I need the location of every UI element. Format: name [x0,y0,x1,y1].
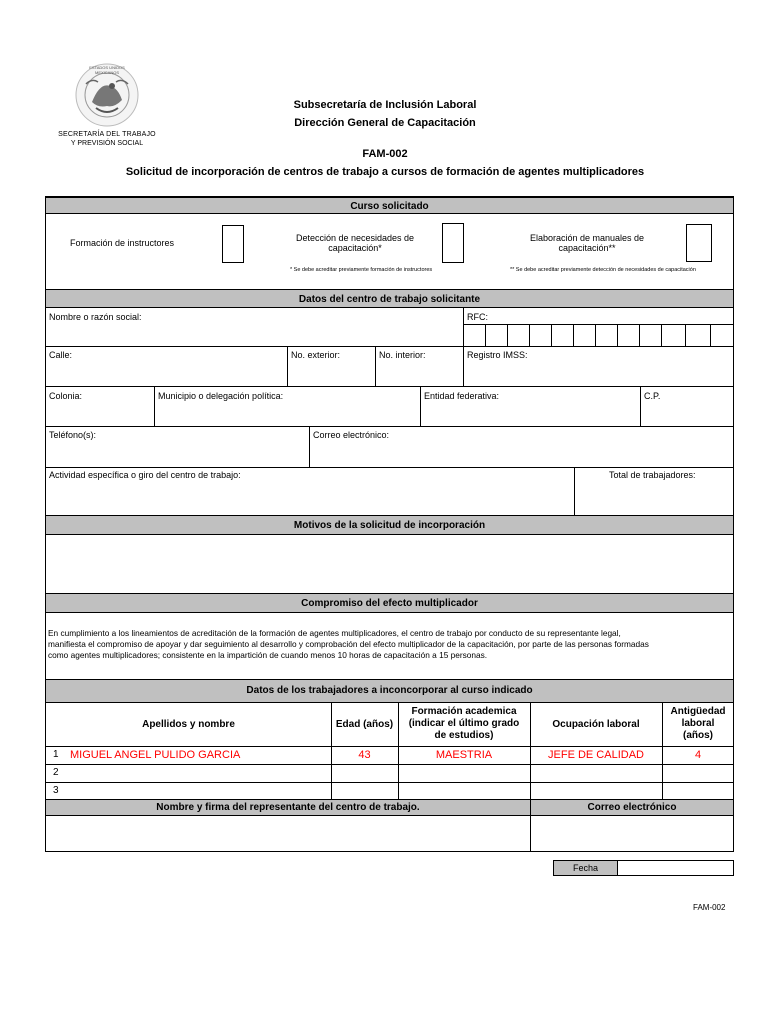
divider [573,324,574,346]
firma-correo-field[interactable] [531,816,733,852]
calle-label: Calle: [49,350,73,360]
entidad-federativa-label: Entidad federativa: [424,391,500,401]
colonia-label: Colonia: [49,391,83,401]
divider [45,386,734,387]
firma-field[interactable] [46,816,530,852]
motivos-field[interactable] [46,535,733,592]
divider [287,346,288,386]
section-datos-centro: Datos del centro de trabajo solicitante [45,289,734,308]
col-header-formacion [398,706,530,742]
agency-name-line2: Y PREVISIÓN SOCIAL [70,140,144,147]
divider [595,324,596,346]
section-motivos: Motivos de la solicitud de incorporación [45,515,734,535]
firma-correo-label: Correo electrónico [587,802,677,813]
divider [463,346,464,386]
nombre-razon-social-label: Nombre o razón social: [49,312,142,322]
divider [529,324,530,346]
checkbox-deteccion-necesidades[interactable] [442,223,464,263]
divider [309,426,310,467]
compromiso-line3: como agentes multiplicadores; consistente en la impartición de cuando menos 10 horas de capacitación a 15 personas. [48,650,488,660]
col-header-formacion-3: de estudios) [434,730,494,741]
form-code-title: FAM-002 [362,148,408,160]
telefono-label: Teléfono(s): [49,430,97,440]
divider [154,386,155,426]
checkbox-formacion-instructores[interactable] [222,225,244,263]
worker-education: MAESTRIA [435,749,493,761]
agency-logo [52,62,162,152]
divider [485,324,486,346]
compromiso-text [48,628,732,661]
col-header-antiguedad [662,706,734,742]
worker-age: 43 [358,749,371,761]
municipio-label: Municipio o delegación política: [158,391,284,401]
row-number: 1 [53,749,59,760]
compromiso-line1: En cumplimiento a los lineamientos de acreditación de la formación de agentes multiplicadores, el centro de trabajo por conducto de su representante legal, [48,628,621,638]
section-curso-solicitado: Curso solicitado [45,197,734,214]
registro-imss-label: Registro IMSS: [467,350,528,360]
col-header-formacion-2: (indicar el último grado [408,718,520,729]
section-trabajadores: Datos de los trabajadores a inconcorporar al curso indicado [45,679,734,703]
subsecretaria-title: Subsecretaría de Inclusión Laboral [293,99,477,111]
seal-text: ESTADOS UNIDOS MEXICANOS [89,65,125,75]
row-number: 3 [53,785,59,796]
compromiso-line2: manifiesta el compromiso de apoyar y dar seguimiento al desarrollo y comprobación del efecto multiplicador de la capacitación, por parte de las personas formadas [48,639,649,649]
divider [640,386,641,426]
section-compromiso: Compromiso del efecto multiplicador [45,593,734,613]
col-header-formacion-1: Formación academica [411,706,517,717]
actividad-label: Actividad específica o giro del centro de trabajo: [49,470,241,480]
fecha-field[interactable] [617,860,734,876]
representante-label: Nombre y firma del representante del centro de trabajo. [156,802,420,813]
correo-electronico-label: Correo electrónico: [313,430,390,440]
table-row[interactable] [46,783,733,799]
col-header-antiguedad-2: laboral [681,718,715,729]
col-header-ocupacion: Ocupación laboral [552,719,640,730]
col-header-antiguedad-1: Antigüedad [670,706,726,717]
divider [375,346,376,386]
col-header-edad: Edad (años) [335,719,394,730]
row-number: 2 [53,767,59,778]
divider [45,467,734,468]
divider [639,324,640,346]
divider [574,467,575,515]
no-exterior-label: No. exterior: [291,350,341,360]
divider [507,324,508,346]
option-elaboracion-manuales-label: Elaboración de manuales de capacitación** [529,233,645,253]
col-header-nombre: Apellidos y nombre [142,719,235,730]
worker-occupation: JEFE DE CALIDAD [548,749,644,761]
footer-form-code: FAM-002 [693,903,726,912]
note-formacion-instructores: * Se debe acreditar previamente formación de instructores [290,267,433,273]
table-row[interactable] [46,747,733,764]
note-deteccion-necesidades: ** Se debe acreditar previamente detección de necesidades de capacitación [510,267,696,273]
option-deteccion-necesidades-label: Detección de necesidades de capacitación* [295,233,415,253]
table-row[interactable] [46,765,733,782]
worker-seniority: 4 [694,749,702,761]
fecha-label: Fecha [572,863,598,873]
divider [551,324,552,346]
form-title: Solicitud de incorporación de centros de trabajo a cursos de formación de agentes multiplicadores [125,166,645,178]
nombre-razon-social-field[interactable] [46,308,463,346]
fecha-label-cell [553,860,618,876]
agency-name-line1: SECRETARÍA DEL TRABAJO [58,131,156,138]
option-formacion-instructores-label: Formación de instructores [70,238,175,248]
divider [710,324,711,346]
rfc-label: RFC: [467,312,488,322]
divider [45,346,734,347]
checkbox-elaboracion-manuales[interactable] [686,224,712,262]
rfc-character-boxes[interactable] [463,324,734,346]
divider [45,426,734,427]
direccion-title: Dirección General de Capacitación [294,117,476,129]
divider [661,324,662,346]
total-trabajadores-label: Total de trabajadores: [609,470,696,480]
codigo-postal-label: C.P. [644,391,661,401]
worker-name: MIGUEL ANGEL PULIDO GARCIA [70,749,241,761]
divider [420,386,421,426]
no-interior-label: No. interior: [379,350,426,360]
col-header-antiguedad-3: (años) [683,730,713,741]
divider [617,324,618,346]
divider [685,324,686,346]
